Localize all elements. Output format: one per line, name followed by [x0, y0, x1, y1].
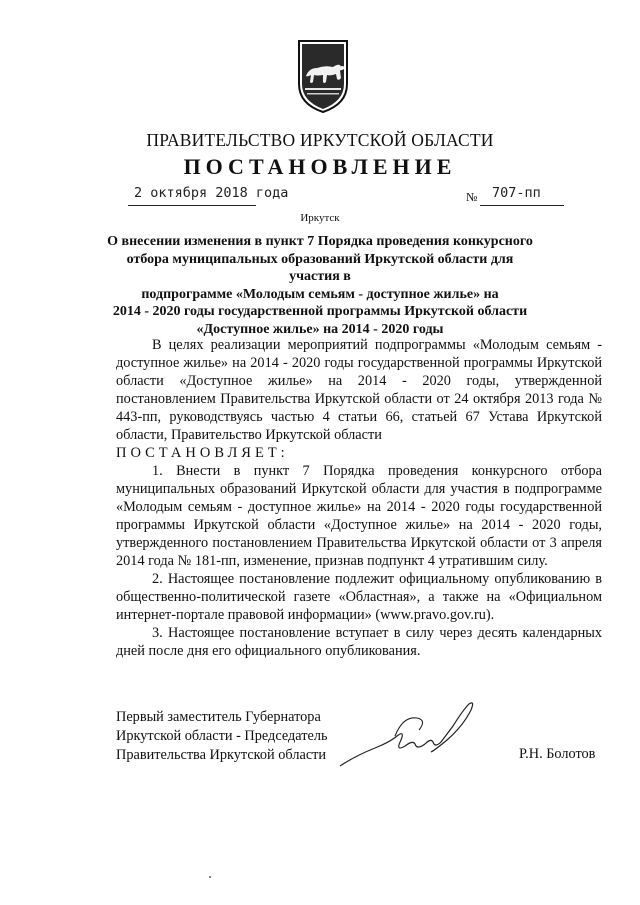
item-paragraph: 2. Настоящее постановление подлежит официальному опубликованию в общественно-политической газете «Областная», а также на «Официальном интернет-портале правовой информации» (www.pravo.gov.ru).: [116, 571, 602, 623]
decree-word: ПОСТАНОВЛЯЕТ:: [116, 445, 289, 461]
document-body: [116, 336, 602, 660]
heading-line: «Доступное жилье» на 2014 - 2020 годы: [196, 321, 444, 337]
heading-line: 2014 - 2020 годы государственной программы Иркутской области: [112, 304, 528, 319]
intro-paragraph: В целях реализации мероприятий подпрограммы «Молодым семьям - доступное жилье» на 2014 - 2020 годы государственной программы Иркутской области «Доступное жилье» на 2014 - 2020 годы, утвержденной постановлением Правительства Иркутской области от 24 октября 2013 года № 443-пп, руководствуясь частью 4 статьи 66, статьей 67 Устава Иркутской области, Правительство Иркутской области: [116, 337, 602, 443]
signer-title-line: Иркутской области - Председатель: [116, 728, 328, 744]
number-sign: №: [466, 190, 478, 204]
item-paragraph: 3. Настоящее постановление вступает в силу через десять календарных дней после дня его официального опубликования.: [116, 625, 602, 659]
document-heading: [100, 233, 540, 338]
item-paragraph: 1. Внести в пункт 7 Порядка проведения конкурсного отбора муниципальных образований Иркутской области для участия в подпрограмме «Молодым семьям - доступное жилье» на 2014 - 2020 годы государственной программы Иркутской области «Доступное жилье» на 2014 - 2020 годы, утвержденного постановлением Правительства Иркутской области от 3 апреля 2014 года № 181-пп, изменение, признав подпункт 4 утратившим силу.: [116, 463, 602, 569]
government-name: ПРАВИТЕЛЬСТВО ИРКУТСКОЙ ОБЛАСТИ: [146, 130, 494, 150]
signer-name: Р.Н. Болотов: [519, 746, 596, 762]
heading-line: О внесении изменения в пункт 7 Порядка проведения конкурсного: [107, 234, 533, 249]
number-underline: [480, 205, 564, 206]
document-date: 2 октября 2018 года: [134, 185, 289, 201]
signer-title-line: Правительства Иркутской области: [116, 747, 327, 763]
handwritten-signature: [335, 696, 485, 771]
heading-line: подпрограмме «Молодым семьям - доступное жилье» на: [141, 286, 499, 302]
heading-line: отбора муниципальных образований Иркутской области для участия в: [126, 251, 514, 284]
signer-title: [116, 708, 328, 765]
date-underline: [128, 205, 256, 206]
document-type: ПОСТАНОВЛЕНИЕ: [183, 154, 457, 179]
coat-of-arms-emblem: [295, 38, 351, 114]
scan-speck: [209, 876, 211, 878]
city-name: Иркутск: [300, 212, 340, 224]
document-number: 707-пп: [492, 185, 541, 201]
signer-title-line: Первый заместитель Губернатора: [116, 709, 321, 725]
